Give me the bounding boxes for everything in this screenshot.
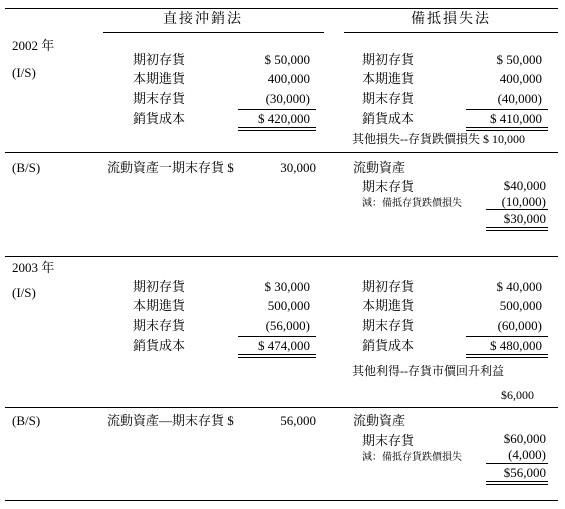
row-value: 500,000 <box>267 298 310 313</box>
bs-heading: 流動資產 <box>353 413 406 428</box>
row-label: 銷貨成本 <box>133 111 186 126</box>
bs-total: $30,000 <box>503 211 546 226</box>
bs-row-label: 期末存貨 <box>362 179 415 194</box>
bs-total: $56,000 <box>503 465 546 480</box>
subtotal-rule <box>466 109 548 110</box>
header-underline-allowance <box>344 32 558 33</box>
total-double-rule <box>486 227 548 231</box>
row-value: $ 50,000 <box>264 52 310 67</box>
row-label: 期末存貨 <box>362 91 415 106</box>
row-value: (40,000) <box>497 91 542 106</box>
subtotal-rule <box>486 463 548 464</box>
total-double-rule <box>466 127 548 131</box>
bs-heading: 流動資產 <box>353 160 406 175</box>
header-direct-method: 直接沖銷法 <box>163 12 243 27</box>
bs-row-label: 減：備抵存貨跌價損失 <box>362 452 462 463</box>
total-double-rule <box>486 481 548 485</box>
total-double-rule <box>466 354 548 358</box>
top-rule <box>5 8 558 9</box>
row-value: (60,000) <box>497 318 542 333</box>
is-label-2002: (I/S) <box>12 65 36 80</box>
row-label: 期初存貨 <box>133 279 186 294</box>
row-value: $ 30,000 <box>264 279 310 294</box>
bs-row-value: $40,000 <box>503 178 546 193</box>
bs-row-value: (4,000) <box>508 447 546 462</box>
direct-bs-2003-value: 56,000 <box>280 413 316 428</box>
direct-bs-2003-text: 流動資產—期末存貨 $ <box>107 413 234 428</box>
other-gain-line: 其他利得--存貨市價回升利益 <box>352 364 504 378</box>
row-label: 期初存貨 <box>362 52 415 67</box>
row-label: 銷貨成本 <box>362 338 415 353</box>
bs-row-label: 減：備抵存貨跌價損失 <box>362 198 462 209</box>
row-value: $ 40,000 <box>496 279 542 294</box>
bs-row-value: (10,000) <box>501 194 546 209</box>
year-2003-label: 2003 年 <box>12 260 55 275</box>
section-divider <box>5 256 558 257</box>
row-value: $ 474,000 <box>258 338 310 353</box>
year-2002-label: 2002 年 <box>12 38 55 53</box>
row-value: 400,000 <box>499 71 542 86</box>
row-value: (56,000) <box>265 318 310 333</box>
row-value: $ 480,000 <box>490 338 542 353</box>
subtotal-rule <box>238 336 316 337</box>
subtotal-rule <box>486 209 548 210</box>
total-double-rule <box>238 127 316 131</box>
row-label: 本期進貨 <box>133 298 186 313</box>
other-loss-line: 其他損失--存貨跌價損失 $ 10,000 <box>352 132 525 146</box>
other-gain-value: $6,000 <box>501 388 534 402</box>
row-value: $ 410,000 <box>490 111 542 126</box>
section-divider <box>5 407 558 408</box>
header-allowance-method: 備抵損失法 <box>411 12 491 27</box>
subtotal-rule <box>238 109 316 110</box>
row-value: (30,000) <box>265 91 310 106</box>
header-underline-direct <box>103 32 324 33</box>
bs-row-value: $60,000 <box>503 431 546 446</box>
row-value: 400,000 <box>267 71 310 86</box>
row-label: 期末存貨 <box>133 318 186 333</box>
row-label: 期末存貨 <box>133 91 186 106</box>
direct-bs-2002-text: 流動資產一期末存貨 $ <box>107 160 234 175</box>
row-value: $ 50,000 <box>496 52 542 67</box>
section-divider <box>5 152 558 153</box>
total-double-rule <box>238 354 316 358</box>
row-label: 本期進貨 <box>362 298 415 313</box>
row-value: $ 420,000 <box>258 111 310 126</box>
row-label: 期初存貨 <box>362 279 415 294</box>
bottom-rule <box>5 500 558 501</box>
bs-label-2002: (B/S) <box>12 160 41 175</box>
is-label-2003: (I/S) <box>12 285 36 300</box>
direct-bs-2002-value: 30,000 <box>280 160 316 175</box>
row-label: 本期進貨 <box>133 71 186 86</box>
row-label: 銷貨成本 <box>133 338 186 353</box>
row-label: 銷貨成本 <box>362 111 415 126</box>
subtotal-rule <box>466 336 548 337</box>
row-label: 期初存貨 <box>133 52 186 67</box>
bs-row-label: 期末存貨 <box>362 433 415 448</box>
row-label: 期末存貨 <box>362 318 415 333</box>
row-label: 本期進貨 <box>362 71 415 86</box>
row-value: 500,000 <box>499 298 542 313</box>
bs-label-2003: (B/S) <box>12 413 41 428</box>
